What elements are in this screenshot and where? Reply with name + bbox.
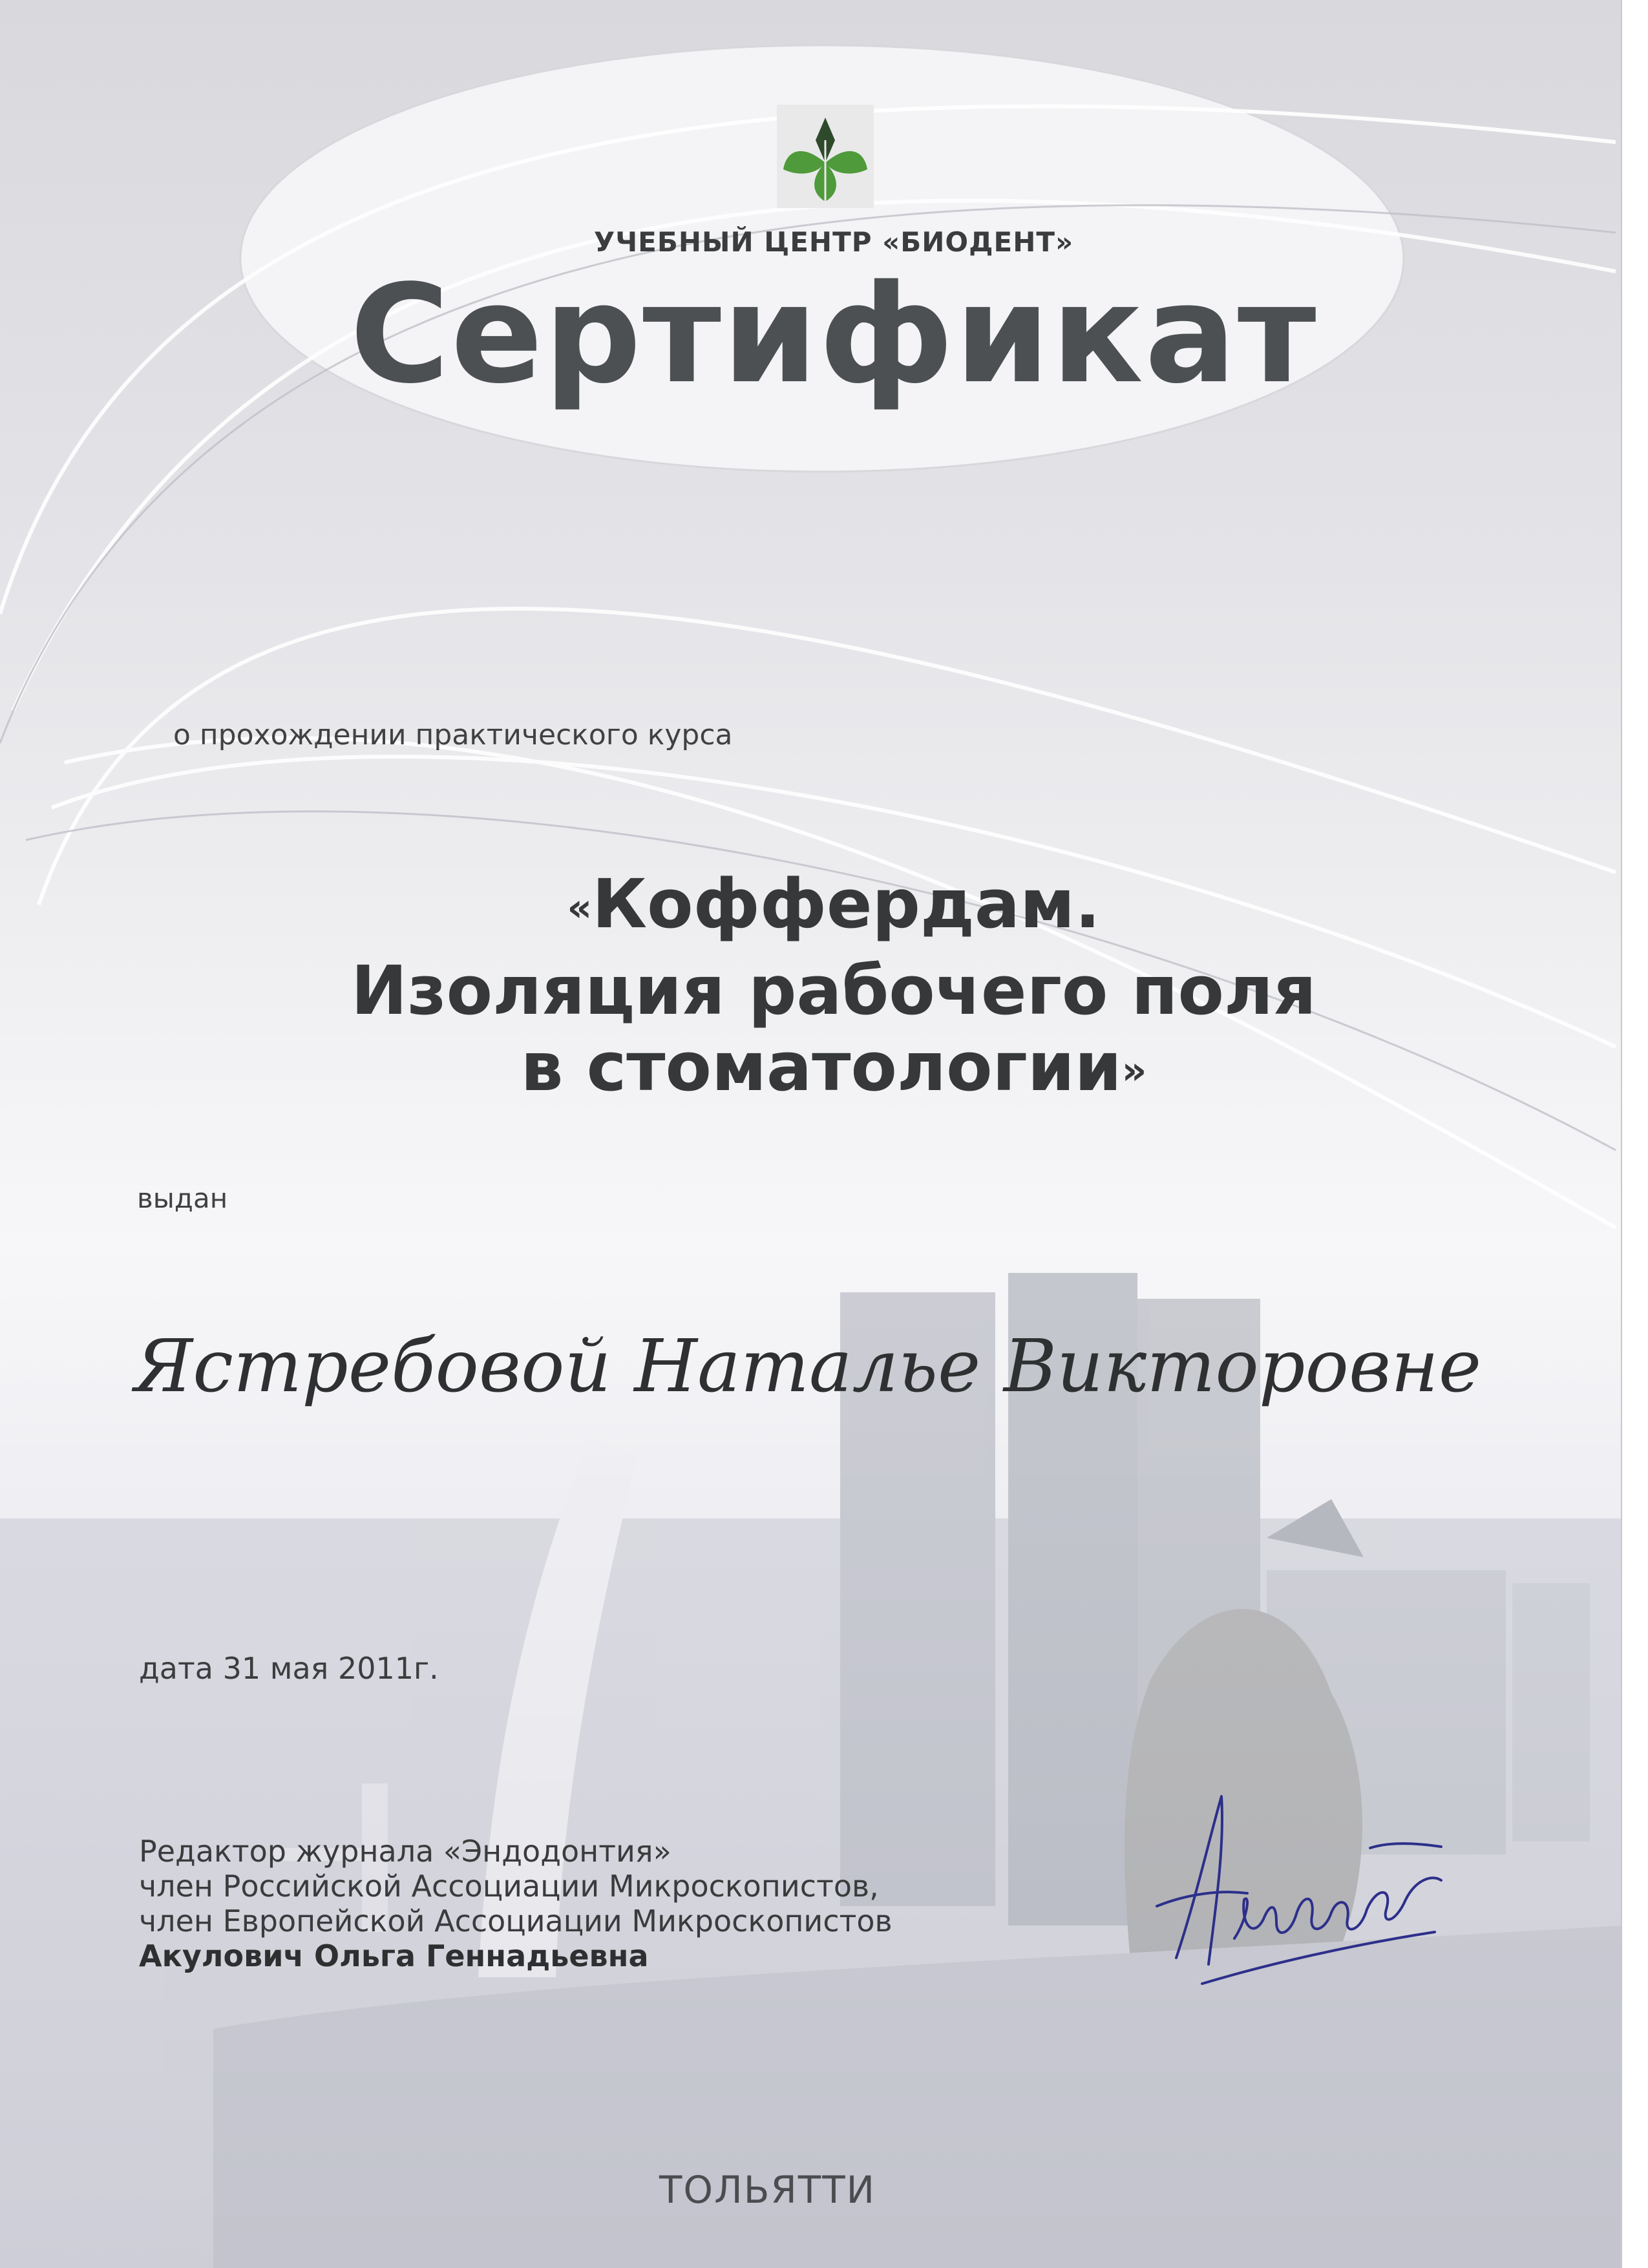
issued-label: выдан — [137, 1182, 228, 1214]
signatory-block — [139, 1834, 893, 1973]
recipient-name: Ястребовой Наталье Викторовне — [134, 1325, 1482, 1409]
signatory-line-3: член Европейской Ассоциации Микроскопистов — [139, 1904, 893, 1938]
course-intro: о прохождении практического курса — [173, 719, 733, 751]
biodent-leaf-logo-icon — [777, 105, 874, 208]
course-line-2: Изоляция рабочего поля — [351, 951, 1316, 1030]
paper-edge — [1621, 0, 1648, 2268]
issuer-name: УЧЕБНЫЙ ЦЕНТР «БИОДЕНТ» — [593, 226, 1074, 258]
course-title — [246, 866, 1422, 1115]
course-line-1: «Коффердам. — [567, 865, 1101, 943]
course-line-3: в стоматологии» — [520, 1027, 1147, 1106]
document-title: Сертификат — [350, 255, 1318, 414]
signatory-line-1: Редактор журнала «Эндодонтия» — [139, 1834, 671, 1869]
signatory-line-2: член Российской Ассоциации Микроскопистов, — [139, 1869, 879, 1904]
issue-date: дата 31 мая 2011г. — [139, 1651, 439, 1686]
handwritten-signature — [1137, 1770, 1448, 2016]
signatory-name: Акулович Ольга Геннадьевна — [139, 1938, 649, 1973]
close-quote: » — [1121, 1048, 1147, 1093]
open-quote: « — [567, 885, 593, 930]
city-name: ТОЛЬЯТТИ — [659, 2168, 876, 2212]
